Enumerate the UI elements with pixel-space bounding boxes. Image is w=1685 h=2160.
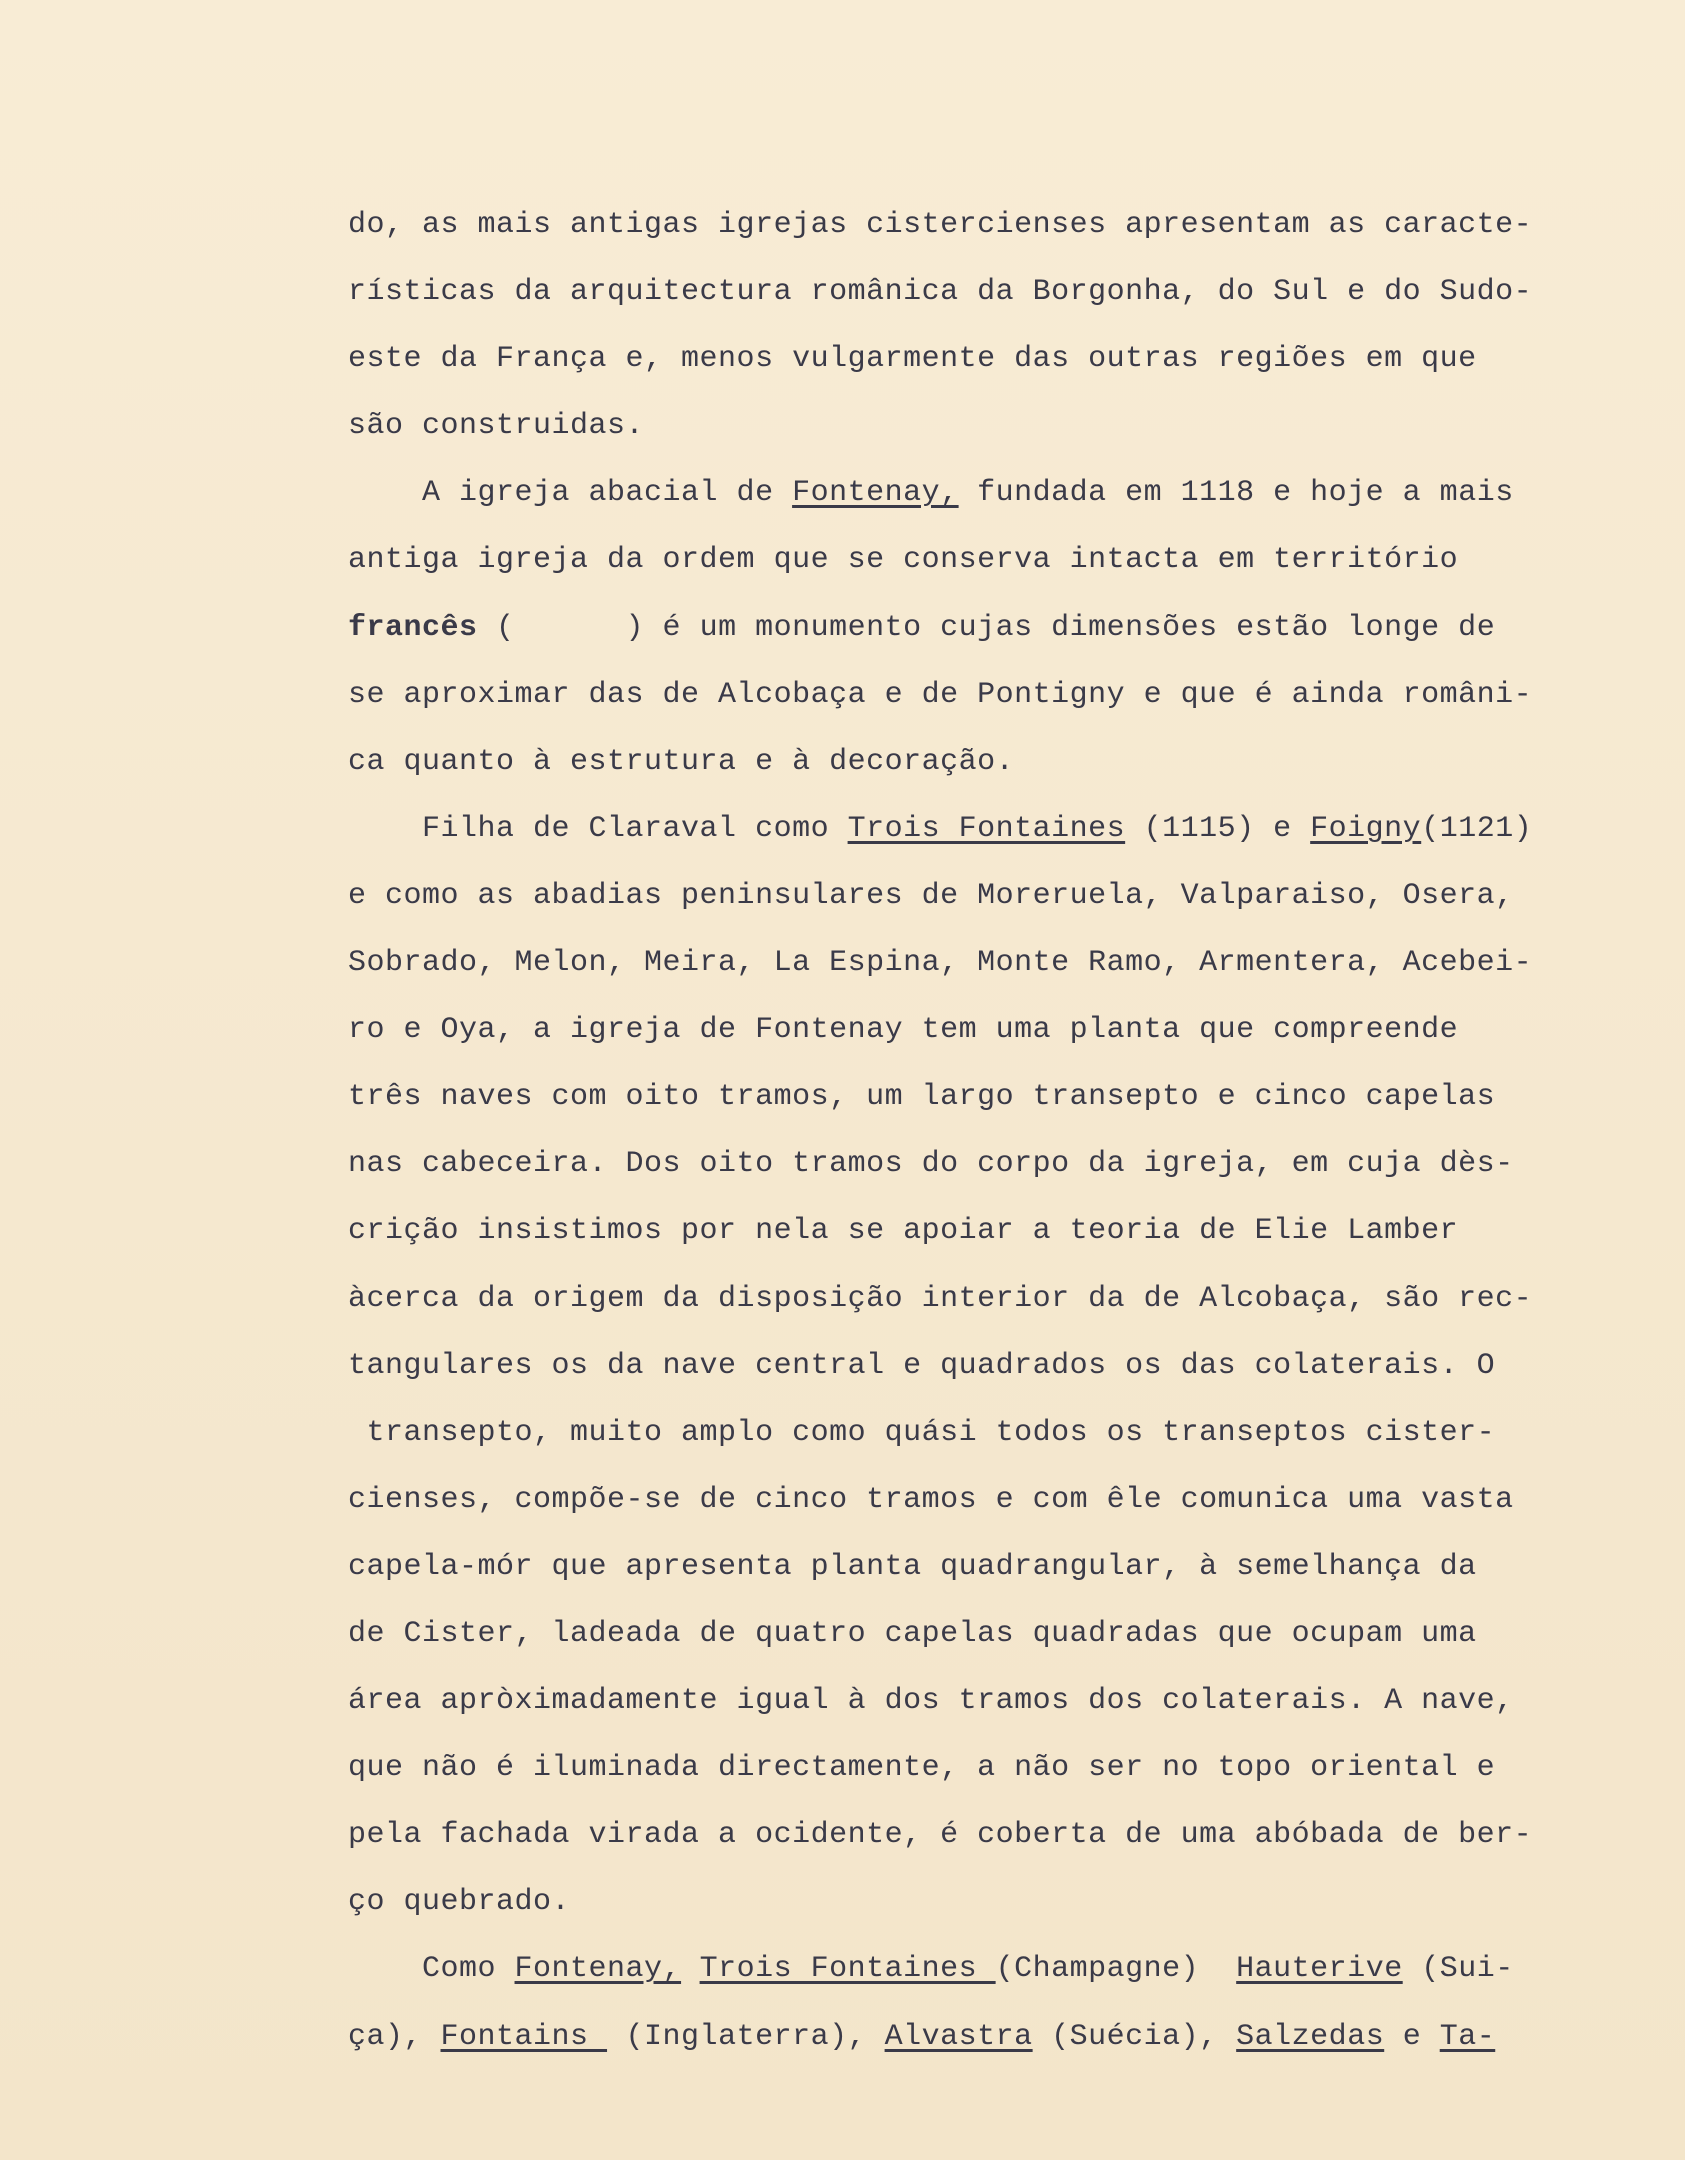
text-line bbox=[348, 1064, 1648, 1131]
text-line bbox=[348, 1534, 1648, 1601]
underlined-name: Fontenay, bbox=[792, 476, 959, 511]
text-line bbox=[348, 1266, 1648, 1333]
text-line bbox=[348, 460, 1648, 527]
line-text: rísticas da arquitectura românica da Borgonha, do Sul e do Sudo- bbox=[348, 275, 1533, 310]
line-text: que não é iluminada directamente, a não ser no topo oriental e bbox=[348, 1751, 1496, 1786]
text-line bbox=[348, 1668, 1648, 1735]
line-text: A igreja abacial de bbox=[348, 476, 793, 511]
text-line bbox=[348, 326, 1648, 393]
text-line bbox=[348, 1869, 1648, 1936]
text-line bbox=[348, 2004, 1648, 2071]
line-text bbox=[681, 1952, 700, 1986]
line-text: do, as mais antigas igrejas cistercienses apresentam as caracte- bbox=[348, 208, 1533, 242]
line-text: ça), bbox=[348, 2019, 441, 2054]
line-text: nas cabeceira. Dos oito tramos do corpo da igreja, em cuja dès- bbox=[348, 1147, 1514, 1182]
typed-text-body bbox=[348, 192, 1648, 2071]
line-text: àcerca da origem da disposição interior da de Alcobaça, são rec- bbox=[348, 1281, 1533, 1316]
line-text: (1115) e bbox=[1125, 811, 1311, 846]
underlined-name: Fontains bbox=[440, 2019, 608, 2054]
line-text: e como as abadias peninsulares de Moreruela, Valparaiso, Osera, bbox=[348, 878, 1514, 913]
underlined-name: Fontenay, bbox=[514, 1952, 682, 1987]
line-text: tangulares os da nave central e quadrados os das colaterais. O bbox=[348, 1348, 1496, 1383]
line-text: de Cister, ladeada de quatro capelas quadradas que ocupam uma bbox=[348, 1616, 1477, 1651]
text-line bbox=[348, 192, 1648, 259]
line-text: transepto, muito amplo como quási todos os transeptos cister- bbox=[348, 1415, 1496, 1450]
underlined-name: Ta- bbox=[1439, 2019, 1496, 2054]
text-line bbox=[348, 393, 1648, 460]
text-line bbox=[348, 997, 1648, 1064]
line-text: (Suécia), bbox=[1032, 2019, 1237, 2054]
text-line bbox=[348, 1400, 1648, 1467]
line-text: três naves com oito tramos, um largo transepto e cinco capelas bbox=[348, 1080, 1496, 1115]
line-text: capela-mór que apresenta planta quadrangular, à semelhança da bbox=[348, 1549, 1477, 1584]
text-line bbox=[348, 1601, 1648, 1668]
line-text: antiga igreja da ordem que se conserva intacta em território bbox=[348, 543, 1459, 578]
line-text: (Inglaterra), bbox=[607, 2019, 885, 2054]
line-text: (1121) bbox=[1421, 811, 1533, 846]
text-line bbox=[348, 930, 1648, 997]
text-line bbox=[348, 729, 1648, 796]
line-text: francês bbox=[348, 610, 478, 645]
line-text: são construidas. bbox=[348, 409, 645, 444]
line-text: ro e Oya, a igreja de Fontenay tem uma planta que compreende bbox=[348, 1013, 1459, 1048]
underlined-name: Salzedas bbox=[1236, 2019, 1385, 2054]
text-line bbox=[348, 1198, 1648, 1265]
line-text: ca quanto à estrutura e à decoração. bbox=[348, 744, 1015, 779]
text-line bbox=[348, 595, 1648, 662]
line-text: este da França e, menos vulgarmente das outras regiões em que bbox=[348, 342, 1477, 377]
text-line bbox=[348, 796, 1648, 863]
text-line bbox=[348, 863, 1648, 930]
line-text: e bbox=[1384, 2019, 1440, 2054]
text-line bbox=[348, 1131, 1648, 1198]
text-line bbox=[348, 1936, 1648, 2003]
underlined-name: Alvastra bbox=[884, 2019, 1033, 2054]
underlined-name: Hauterive bbox=[1236, 1952, 1403, 1987]
line-text: se aproximar das de Alcobaça e de Pontigny e que é ainda români- bbox=[348, 677, 1533, 712]
line-text: cienses, compõe-se de cinco tramos e com êle comunica uma vasta bbox=[348, 1482, 1514, 1517]
line-text: Sobrado, Melon, Meira, La Espina, Monte Ramo, Armentera, Acebei- bbox=[348, 946, 1533, 981]
text-line bbox=[348, 259, 1648, 326]
line-text: fundada em 1118 e hoje a mais bbox=[958, 476, 1514, 511]
line-text: ço quebrado. bbox=[348, 1885, 571, 1920]
underlined-name: Foigny bbox=[1310, 811, 1422, 846]
underlined-name: Trois Fontaines bbox=[847, 811, 1126, 846]
line-text: Como bbox=[348, 1952, 515, 1987]
line-text: crição insistimos por nela se apoiar a teoria de Elie Lamber bbox=[348, 1214, 1459, 1249]
text-line bbox=[348, 1802, 1648, 1869]
text-line bbox=[348, 1333, 1648, 1400]
text-line bbox=[348, 1735, 1648, 1802]
line-text: Filha de Claraval como bbox=[348, 811, 848, 846]
line-text: pela fachada virada a ocidente, é coberta de uma abóbada de ber- bbox=[348, 1818, 1533, 1853]
line-text: ( ) é um monumento cujas dimensões estão longe de bbox=[477, 610, 1496, 645]
line-text: (Champagne) bbox=[995, 1952, 1237, 1987]
line-text: (Sui- bbox=[1402, 1952, 1514, 1987]
underlined-name: Trois Fontaines bbox=[699, 1952, 996, 1987]
text-line bbox=[348, 527, 1648, 594]
text-line bbox=[348, 662, 1648, 729]
text-line bbox=[348, 1467, 1648, 1534]
line-text: área apròximadamente igual à dos tramos dos colaterais. A nave, bbox=[348, 1684, 1514, 1719]
